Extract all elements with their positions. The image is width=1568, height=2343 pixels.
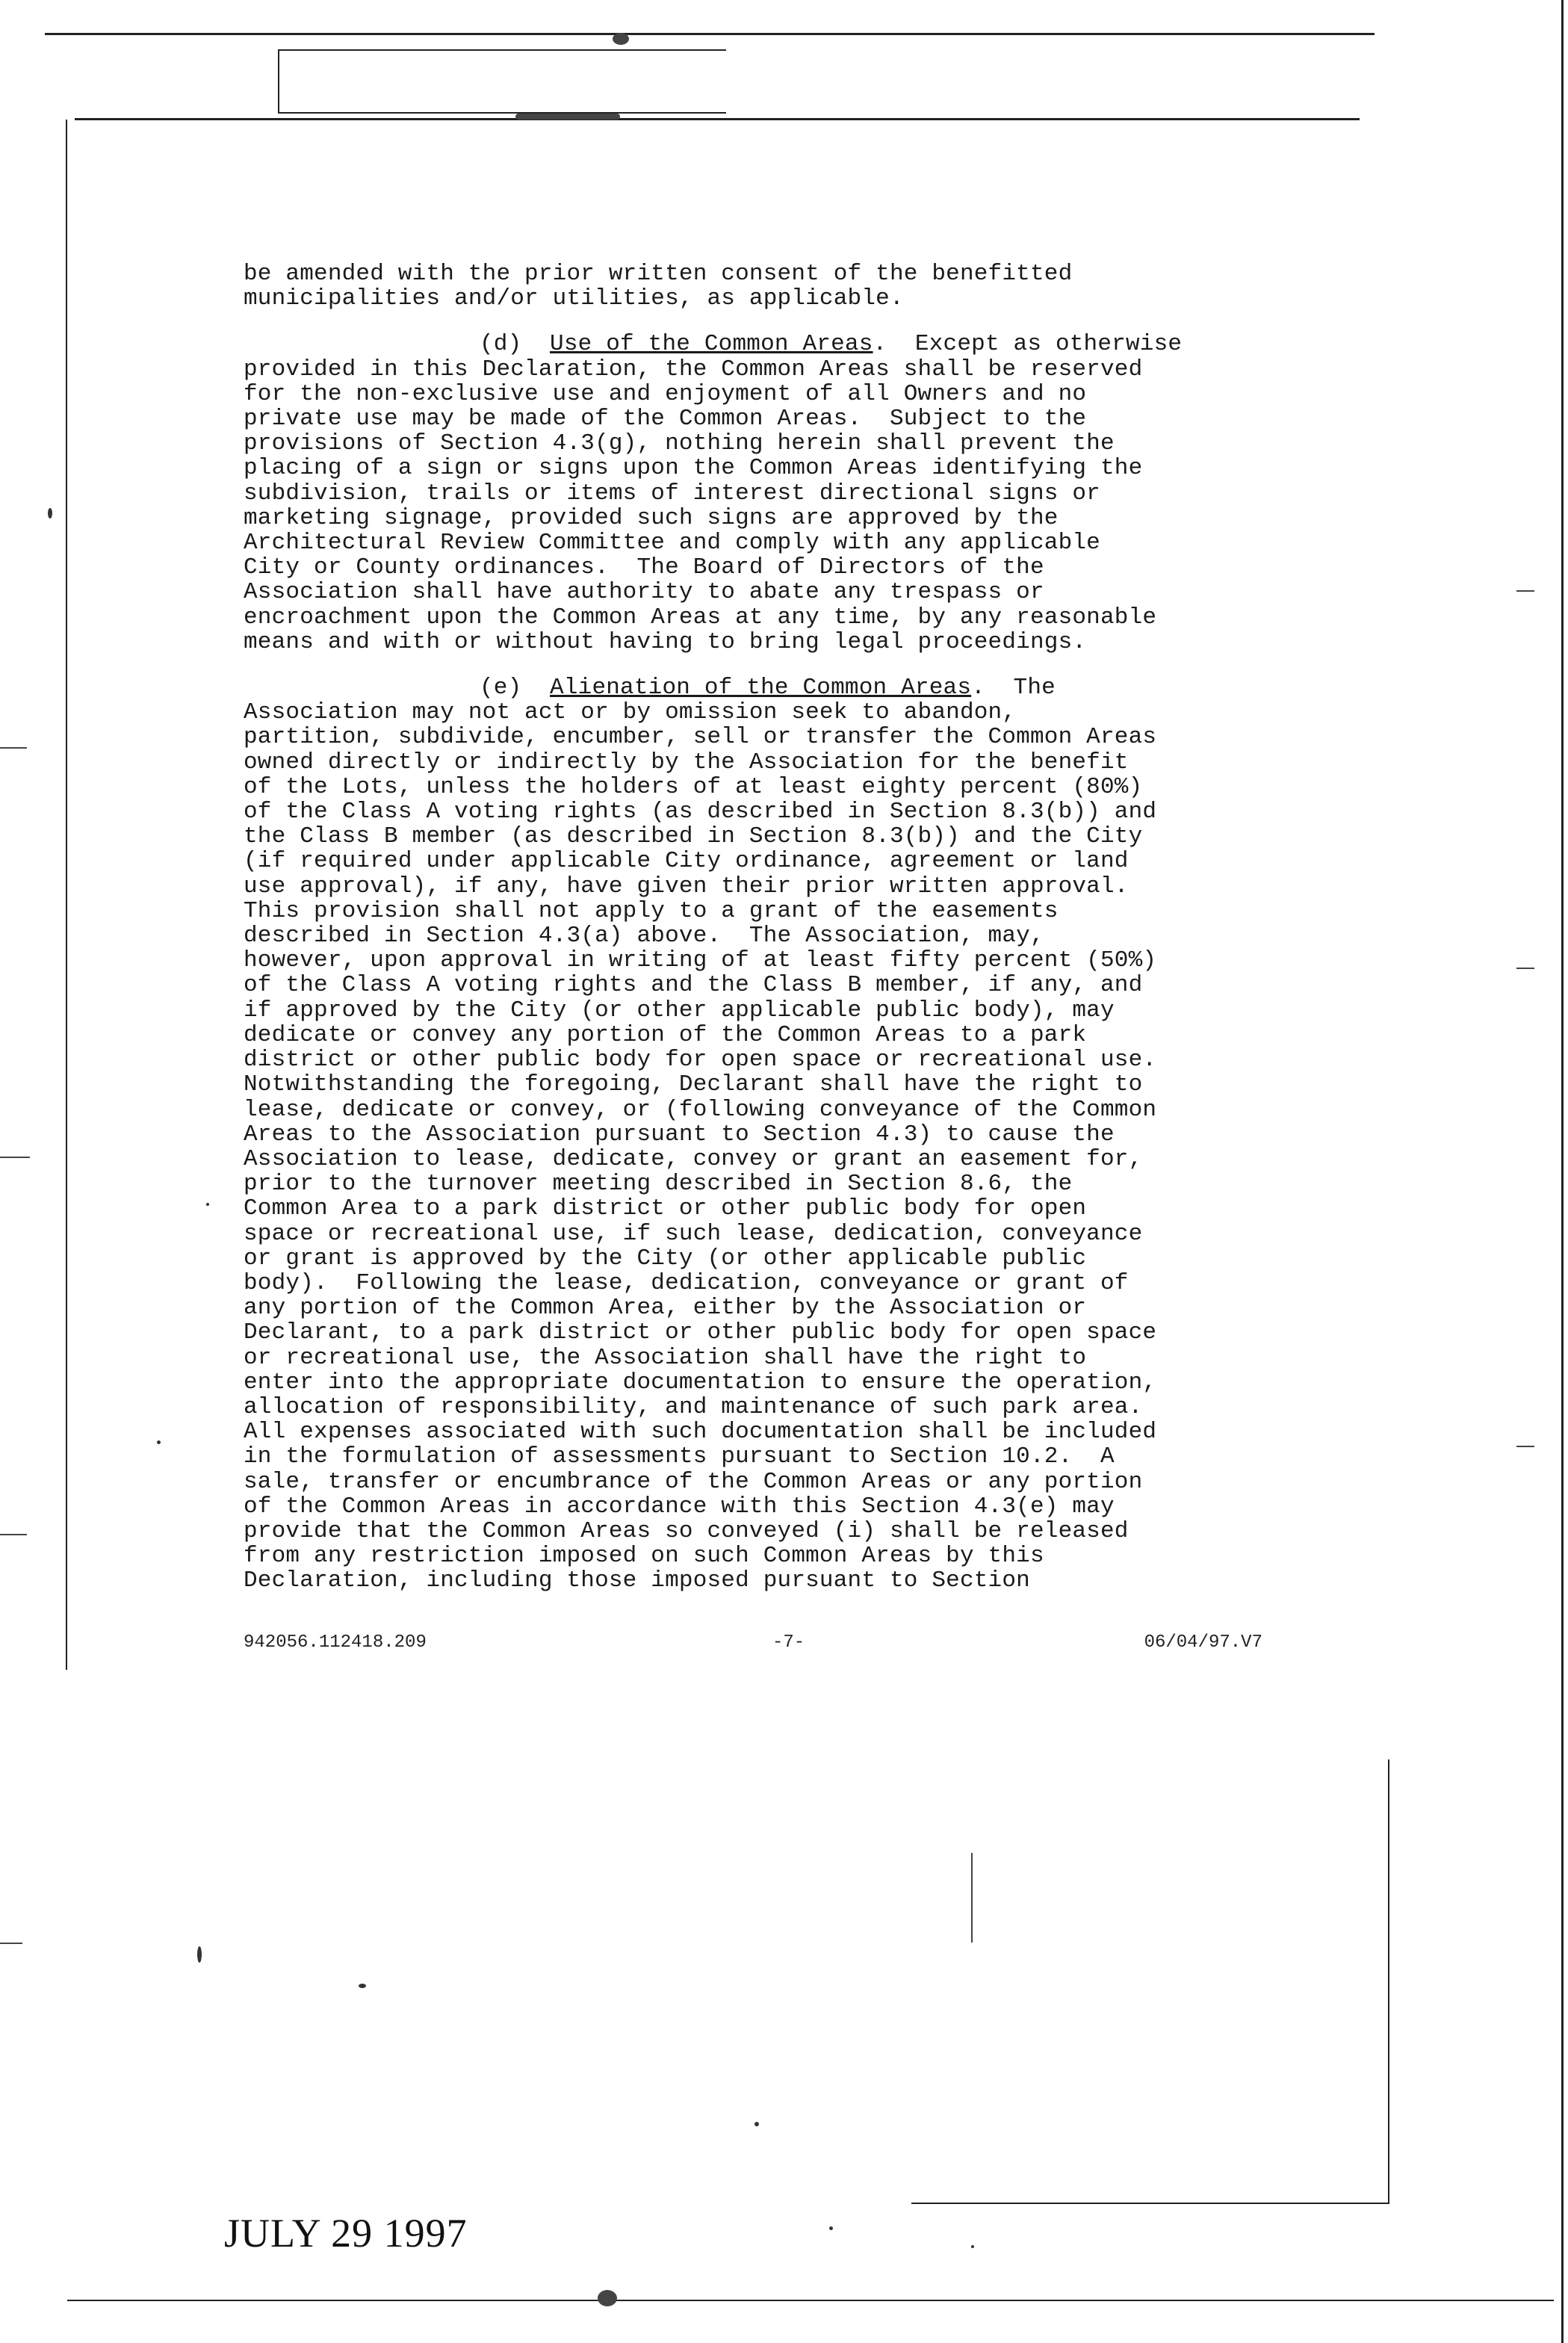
- bottom-smudge: [598, 2290, 617, 2306]
- page-footer: [244, 1632, 1262, 1659]
- speck: [971, 2245, 974, 2248]
- text-line: use approval), if any, have given their prior written approval.: [244, 873, 1129, 900]
- text-line: provisions of Section 4.3(g), nothing herein shall prevent the: [244, 430, 1115, 457]
- document-body: [244, 261, 1289, 1615]
- section-e-heading-line: [244, 675, 1289, 700]
- header-smudge: [515, 114, 620, 120]
- text-line: Association shall have authority to abate any trespass or: [244, 579, 1044, 606]
- right-dash-3: [1516, 1446, 1534, 1447]
- text-line: prior to the turnover meeting described in Section 8.6, the: [244, 1171, 1073, 1198]
- text-line: (if required under applicable City ordinance, agreement or land: [244, 848, 1129, 875]
- text-line: of the Class A voting rights and the Class B member, if any, and: [244, 972, 1143, 999]
- binding-mark-4: [0, 1943, 22, 1944]
- document-number: 942056.112418.209: [244, 1632, 427, 1653]
- speck: [359, 1984, 366, 1988]
- text-line: Association may not act or by omission seek to abandon,: [244, 699, 1017, 726]
- text-line: sale, transfer or encumbrance of the Common Areas or any portion: [244, 1468, 1143, 1495]
- text-line: described in Section 4.3(a) above. The Association, may,: [244, 923, 1044, 950]
- text-line: of the Lots, unless the holders of at least eighty percent (80%): [244, 773, 1143, 800]
- section-d-label: (d): [480, 331, 522, 358]
- text-line: of the Class A voting rights (as described in Section 8.3(b)) and: [244, 799, 1157, 826]
- header-rule: [75, 118, 1360, 120]
- text-line: Architectural Review Committee and comply with any applicable: [244, 530, 1100, 557]
- text-line: subdivision, trails or items of interest directional signs or: [244, 480, 1100, 507]
- text-line: the Class B member (as described in Section 8.3(b)) and the City: [244, 823, 1143, 850]
- text-line: any portion of the Common Area, either by the Association or: [244, 1295, 1087, 1322]
- binding-mark-1: [0, 747, 27, 749]
- right-edge-line: [1561, 0, 1564, 2343]
- text-line: enter into the appropriate documentation to ensure the operation,: [244, 1369, 1157, 1396]
- center-dash: [971, 1853, 973, 1943]
- binding-mark-3: [0, 1534, 27, 1535]
- text-line: provide that the Common Areas so conveyed (i) shall be released: [244, 1517, 1129, 1544]
- carry-over-paragraph: [244, 261, 1289, 311]
- left-margin-line: [66, 120, 67, 1670]
- speck: [197, 1946, 202, 1963]
- top-smudge: [613, 33, 629, 45]
- text-line: however, upon approval in writing of at least fifty percent (50%): [244, 947, 1157, 974]
- text-line: provided in this Declaration, the Common Areas shall be reserved: [244, 356, 1143, 383]
- section-e-title: Alienation of the Common Areas: [550, 675, 972, 702]
- text-line: marketing signage, provided such signs are approved by the: [244, 504, 1059, 531]
- speck: [48, 508, 52, 519]
- speck: [206, 1203, 209, 1206]
- top-edge-line: [45, 33, 1375, 35]
- text-line: Common Area to a park district or other public body for open: [244, 1195, 1087, 1222]
- text-line: be amended with the prior written consent of the benefitted: [244, 261, 1073, 287]
- text-line: partition, subdivide, encumber, sell or transfer the Common Areas: [244, 724, 1157, 751]
- text-line: private use may be made of the Common Areas. Subject to the: [244, 406, 1087, 433]
- section-e-label: (e): [480, 675, 522, 702]
- page-number: -7-: [772, 1632, 805, 1653]
- text-line: from any restriction imposed on such Common Areas by this: [244, 1543, 1044, 1570]
- text-line: Declarant, to a park district or other public body for open space: [244, 1319, 1157, 1346]
- speck: [157, 1440, 161, 1444]
- text-line: allocation of responsibility, and maintenance of such park area.: [244, 1393, 1143, 1420]
- header-bracket-top: [278, 49, 726, 51]
- text-line: municipalities and/or utilities, as applicable.: [244, 285, 904, 312]
- text-line: City or County ordinances. The Board of Directors of the: [244, 554, 1044, 581]
- text-line: district or other public body for open space or recreational use.: [244, 1047, 1157, 1074]
- text-line: space or recreational use, if such lease, dedication, conveyance: [244, 1220, 1143, 1247]
- right-box-vertical: [1388, 1759, 1389, 2204]
- bottom-edge-line: [67, 2300, 1554, 2301]
- section-e-first-line-rest: . The: [971, 675, 1056, 702]
- right-dash-1: [1516, 590, 1534, 592]
- text-line: or grant is approved by the City (or other applicable public: [244, 1245, 1087, 1272]
- date-stamp: JULY 29 1997: [224, 2211, 468, 2256]
- version-code: 06/04/97.V7: [1144, 1632, 1262, 1653]
- text-line: Declaration, including those imposed pursuant to Section: [244, 1567, 1030, 1594]
- text-line: means and with or without having to bring legal proceedings.: [244, 628, 1087, 655]
- text-line: encroachment upon the Common Areas at any time, by any reasonable: [244, 604, 1157, 631]
- text-line: dedicate or convey any portion of the Common Areas to a park: [244, 1021, 1087, 1048]
- section-d-title: Use of the Common Areas: [550, 331, 873, 358]
- text-line: of the Common Areas in accordance with this Section 4.3(e) may: [244, 1493, 1115, 1520]
- right-dash-2: [1516, 968, 1534, 969]
- header-bracket-bottom: [278, 112, 726, 114]
- section-d-first-line-rest: . Except as otherwise: [873, 331, 1183, 358]
- speck: [829, 2226, 833, 2230]
- right-box-bottom: [911, 2203, 1389, 2204]
- section-e-paragraph: [244, 675, 1289, 1594]
- text-line: owned directly or indirectly by the Association for the benefit: [244, 749, 1129, 776]
- text-line: or recreational use, the Association shall have the right to: [244, 1344, 1087, 1371]
- text-line: All expenses associated with such documentation shall be included: [244, 1419, 1157, 1446]
- section-d-paragraph: [244, 332, 1289, 654]
- text-line: Association to lease, dedicate, convey or grant an easement for,: [244, 1145, 1143, 1172]
- text-line: This provision shall not apply to a grant of the easements: [244, 897, 1059, 924]
- text-line: body). Following the lease, dedication, conveyance or grant of: [244, 1269, 1129, 1296]
- text-line: lease, dedicate or convey, or (following conveyance of the Common: [244, 1096, 1157, 1123]
- text-line: placing of a sign or signs upon the Common Areas identifying the: [244, 455, 1143, 482]
- text-line: Notwithstanding the foregoing, Declarant shall have the right to: [244, 1071, 1143, 1098]
- text-line: for the non-exclusive use and enjoyment of all Owners and no: [244, 380, 1087, 407]
- header-bracket-left: [278, 49, 279, 114]
- binding-mark-2: [0, 1157, 30, 1158]
- text-line: if approved by the City (or other applicable public body), may: [244, 997, 1115, 1024]
- speck: [754, 2122, 759, 2126]
- text-line: Areas to the Association pursuant to Section 4.3) to cause the: [244, 1121, 1115, 1148]
- section-d-heading-line: [244, 332, 1289, 356]
- text-line: in the formulation of assessments pursuant to Section 10.2. A: [244, 1443, 1115, 1470]
